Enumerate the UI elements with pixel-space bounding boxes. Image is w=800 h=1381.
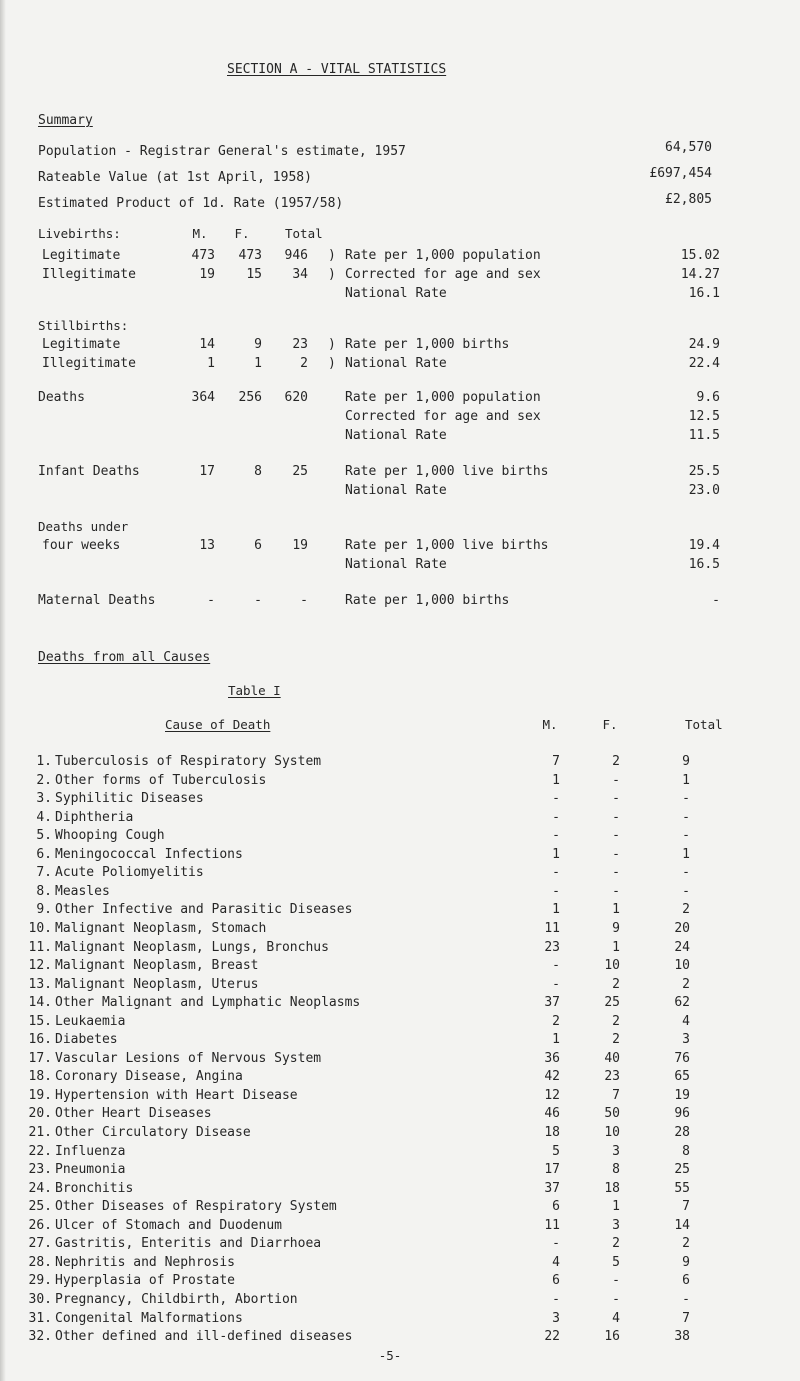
total-count: - <box>682 809 690 825</box>
table-row <box>0 1218 800 1236</box>
brace: ) <box>328 337 336 352</box>
summary-title: Summary <box>38 113 93 128</box>
total-count: 4 <box>682 1013 690 1029</box>
female-count: 16 <box>604 1329 620 1345</box>
cause-name: Other Heart Diseases <box>55 1106 212 1122</box>
rate-label: National Rate <box>345 428 447 443</box>
male-count: 12 <box>544 1087 560 1103</box>
col-f-header: F. <box>602 717 618 732</box>
cause-number: 24. <box>28 1180 52 1196</box>
female-count: 8 <box>254 464 262 479</box>
cause-name: Other Malignant and Lymphatic Neoplasms <box>55 995 361 1011</box>
male-count: 1 <box>552 772 560 788</box>
female-count: 3 <box>612 1143 620 1159</box>
male-count: 7 <box>552 754 560 769</box>
cause-name: Other Circulatory Disease <box>55 1125 251 1140</box>
rate-value: 11.5 <box>688 428 720 443</box>
cause-number: 23. <box>28 1162 52 1178</box>
cause-number: 8. <box>36 883 52 899</box>
cause-number: 9. <box>36 902 52 918</box>
cause-name: Pneumonia <box>55 1162 126 1178</box>
rate-label: Corrected for age and sex <box>345 409 541 424</box>
cause-number: 5. <box>36 828 52 844</box>
male-count: 2 <box>552 1013 560 1029</box>
total-count: - <box>682 791 690 807</box>
cause-name: Coronary Disease, Angina <box>55 1069 243 1085</box>
rate-label: Rate per 1,000 births <box>345 337 510 352</box>
row-label: Deaths <box>38 390 85 405</box>
female-count: 25 <box>604 995 620 1011</box>
cause-number: 30. <box>28 1291 52 1307</box>
rate-label: Rate per 1,000 births <box>345 593 510 608</box>
table-row <box>0 810 800 828</box>
row-label: Maternal Deaths <box>38 593 156 608</box>
cause-name: Malignant Neoplasm, Breast <box>55 958 259 974</box>
female-count: 50 <box>604 1106 620 1122</box>
table-row <box>0 977 800 995</box>
deaths-under-rate-row <box>0 557 800 575</box>
table-row <box>0 1199 800 1217</box>
row-label: Legitimate <box>42 337 121 352</box>
total-count: 2 <box>300 356 308 371</box>
cause-name: Other defined and ill-defined diseases <box>55 1329 353 1345</box>
cause-number: 7. <box>36 865 52 881</box>
female-count: 18 <box>604 1180 620 1196</box>
rate-value: 23.0 <box>688 483 720 498</box>
cause-number: 25. <box>28 1199 52 1215</box>
rate-value: 16.1 <box>688 286 720 301</box>
cause-name: Nephritis and Nephrosis <box>55 1254 236 1270</box>
cause-number: 32. <box>28 1329 52 1345</box>
total-count: 24 <box>674 939 690 955</box>
table-row <box>0 940 800 958</box>
male-count: 17 <box>199 464 215 479</box>
female-count: 256 <box>238 390 262 405</box>
table-row <box>0 1125 800 1143</box>
female-count: 1 <box>612 939 620 955</box>
table-row <box>0 958 800 976</box>
cause-number: 3. <box>36 791 52 807</box>
table-row <box>0 884 800 902</box>
table-row <box>0 1014 800 1032</box>
female-count: - <box>612 846 620 862</box>
male-count: 18 <box>544 1125 560 1140</box>
table-row <box>0 1236 800 1254</box>
male-count: 364 <box>191 390 215 405</box>
page-number: -5- <box>378 1348 402 1363</box>
rate-value: 15.02 <box>680 248 720 263</box>
total-count: 946 <box>284 248 308 263</box>
table-row <box>0 1181 800 1199</box>
row-label: Legitimate <box>42 248 121 263</box>
deaths-under-four-weeks-row <box>0 538 800 556</box>
total-count: - <box>682 828 690 844</box>
rate-label: Rate per 1,000 live births <box>345 538 549 553</box>
female-count: 9 <box>254 337 262 352</box>
male-count: 37 <box>544 995 560 1011</box>
table-row <box>0 1144 800 1162</box>
female-count: 2 <box>612 1032 620 1048</box>
cause-number: 31. <box>28 1310 52 1326</box>
female-count: - <box>612 883 620 899</box>
female-count: - <box>612 865 620 881</box>
total-count: 38 <box>674 1329 690 1345</box>
cause-name: Bronchitis <box>55 1180 134 1196</box>
total-count: 3 <box>682 1032 690 1048</box>
male-count: 1 <box>552 846 560 862</box>
col-m-header: M. <box>542 717 558 732</box>
rate-value: - <box>712 593 720 608</box>
female-count: 5 <box>612 1254 620 1270</box>
cause-number: 11. <box>28 939 52 955</box>
female-count: 10 <box>604 958 620 974</box>
male-count: 36 <box>544 1050 560 1066</box>
rate-label: Corrected for age and sex <box>345 267 541 282</box>
total-count: 19 <box>674 1087 690 1103</box>
rate-label: National Rate <box>345 356 447 371</box>
female-count: - <box>612 791 620 807</box>
female-count: 473 <box>238 248 262 263</box>
female-count: 40 <box>604 1050 620 1066</box>
row-label: Illegitimate <box>42 356 136 371</box>
cause-name: Other Infective and Parasitic Diseases <box>55 902 353 918</box>
table-row <box>0 921 800 939</box>
livebirth-row <box>0 267 800 285</box>
cause-name: Malignant Neoplasm, Lungs, Bronchus <box>55 939 329 955</box>
product-value: £2,805 <box>665 192 712 207</box>
infant-deaths-row <box>0 464 800 482</box>
row-label: four weeks <box>42 538 121 553</box>
population-label: Population - Registrar General's estimate, 1957 <box>38 144 406 159</box>
cause-name: Other forms of Tuberculosis <box>55 772 267 788</box>
table-row <box>0 1162 800 1180</box>
livebirths-label: Livebirths: <box>38 226 121 241</box>
rateable-value: £697,454 <box>649 166 712 181</box>
female-count: 4 <box>612 1310 620 1326</box>
col-total-header: Total <box>285 226 323 241</box>
rate-value: 19.4 <box>688 538 720 553</box>
table-row <box>0 902 800 920</box>
female-count: 2 <box>612 754 620 769</box>
cause-number: 16. <box>28 1032 52 1048</box>
male-count: 17 <box>544 1162 560 1178</box>
male-count: 13 <box>199 538 215 553</box>
col-total-header: Total <box>685 717 723 732</box>
table-row <box>0 1088 800 1106</box>
female-count: - <box>612 828 620 844</box>
total-count: 1 <box>682 772 690 788</box>
deaths-row <box>0 390 800 408</box>
cause-name: Congenital Malformations <box>55 1310 243 1326</box>
cause-name: Meningococcal Infections <box>55 846 243 862</box>
cause-number: 17. <box>28 1050 52 1066</box>
cause-number: 4. <box>36 809 52 825</box>
causes-title: Deaths from all Causes <box>38 650 211 665</box>
table-title: Table I <box>228 683 281 698</box>
female-count: 3 <box>612 1217 620 1233</box>
female-count: 1 <box>254 356 262 371</box>
male-count: - <box>552 809 560 825</box>
female-count: 23 <box>604 1069 620 1085</box>
female-count: 2 <box>612 976 620 992</box>
total-count: 25 <box>292 464 308 479</box>
cause-number: 1. <box>36 754 52 769</box>
total-count: 14 <box>674 1217 690 1233</box>
stillbirth-row <box>0 337 800 355</box>
male-count: - <box>552 883 560 899</box>
cause-name: Hypertension with Heart Disease <box>55 1087 298 1103</box>
cause-name: Diphtheria <box>55 809 134 825</box>
row-label: Infant Deaths <box>38 464 140 479</box>
table-row <box>0 828 800 846</box>
cause-name: Hyperplasia of Prostate <box>55 1273 236 1289</box>
rate-label: National Rate <box>345 483 447 498</box>
cause-name: Diabetes <box>55 1032 118 1048</box>
total-count: 62 <box>674 995 690 1011</box>
cause-name: Influenza <box>55 1143 126 1159</box>
total-count: 620 <box>284 390 308 405</box>
male-count: 11 <box>544 1217 560 1233</box>
table-row <box>0 847 800 865</box>
brace: ) <box>328 248 336 263</box>
cause-number: 26. <box>28 1217 52 1233</box>
male-count: 22 <box>544 1329 560 1345</box>
deaths-under-label-line1: Deaths under <box>38 519 129 534</box>
male-count: - <box>552 958 560 974</box>
table-row <box>0 1273 800 1291</box>
cause-name: Measles <box>55 883 110 899</box>
cause-name: Malignant Neoplasm, Uterus <box>55 976 259 992</box>
female-count: 8 <box>612 1162 620 1178</box>
cause-name: Gastritis, Enteritis and Diarrhoea <box>55 1236 322 1252</box>
table-row <box>0 791 800 809</box>
infant-rate-row <box>0 483 800 501</box>
stillbirth-row <box>0 356 800 374</box>
table-row <box>0 1255 800 1273</box>
cause-number: 20. <box>28 1106 52 1122</box>
cause-name: Other Diseases of Respiratory System <box>55 1199 337 1215</box>
row-label: Illegitimate <box>42 267 136 282</box>
table-row <box>0 773 800 791</box>
col-cause-header: Cause of Death <box>165 717 271 732</box>
total-count: - <box>682 883 690 899</box>
total-count: 76 <box>674 1050 690 1066</box>
maternal-deaths-row <box>0 593 800 611</box>
deaths-rate-row <box>0 428 800 446</box>
table-row <box>0 1051 800 1069</box>
brace: ) <box>328 356 336 371</box>
female-count: - <box>612 1291 620 1307</box>
total-count: 7 <box>682 1310 690 1326</box>
table-row <box>0 1329 800 1347</box>
male-count: - <box>552 976 560 992</box>
total-count: 7 <box>682 1199 690 1215</box>
male-count: 1 <box>552 902 560 918</box>
total-count: 25 <box>674 1162 690 1178</box>
female-count: 10 <box>604 1125 620 1140</box>
cause-number: 27. <box>28 1236 52 1252</box>
total-count: - <box>300 593 308 608</box>
rateable-label: Rateable Value (at 1st April, 1958) <box>38 170 312 185</box>
male-count: - <box>552 791 560 807</box>
table-row <box>0 865 800 883</box>
female-count: 6 <box>254 538 262 553</box>
cause-name: Leukaemia <box>55 1013 126 1029</box>
cause-number: 10. <box>28 920 52 936</box>
cause-name: Syphilitic Diseases <box>55 791 204 807</box>
col-m-header: M. <box>192 226 208 241</box>
male-count: 14 <box>199 337 215 352</box>
male-count: 46 <box>544 1106 560 1122</box>
total-count: 2 <box>682 976 690 992</box>
cause-number: 2. <box>36 772 52 788</box>
total-count: 34 <box>292 267 308 282</box>
female-count: - <box>612 772 620 788</box>
female-count: - <box>612 1273 620 1289</box>
rate-label: National Rate <box>345 557 447 572</box>
male-count: - <box>207 593 215 608</box>
total-count: 65 <box>674 1069 690 1085</box>
livebirth-row <box>0 248 800 266</box>
table-row <box>0 754 800 772</box>
total-count: 20 <box>674 920 690 936</box>
rate-label: National Rate <box>345 286 447 301</box>
male-count: 1 <box>207 356 215 371</box>
total-count: 23 <box>292 337 308 352</box>
rate-value: 9.6 <box>696 390 720 405</box>
male-count: 42 <box>544 1069 560 1085</box>
table-row <box>0 1069 800 1087</box>
female-count: 2 <box>612 1236 620 1252</box>
cause-number: 15. <box>28 1013 52 1029</box>
brace: ) <box>328 267 336 282</box>
rate-label: Rate per 1,000 live births <box>345 464 549 479</box>
table-row <box>0 1311 800 1329</box>
cause-name: Tuberculosis of Respiratory System <box>55 754 322 769</box>
rate-label: Rate per 1,000 population <box>345 390 541 405</box>
total-count: 9 <box>682 754 690 769</box>
rate-value: 24.9 <box>688 337 720 352</box>
male-count: 4 <box>552 1254 560 1270</box>
total-count: 96 <box>674 1106 690 1122</box>
male-count: - <box>552 1291 560 1307</box>
female-count: 7 <box>612 1087 620 1103</box>
section-heading: SECTION A - VITAL STATISTICS <box>227 62 447 77</box>
cause-name: Malignant Neoplasm, Stomach <box>55 920 267 936</box>
cause-number: 6. <box>36 846 52 862</box>
male-count: 37 <box>544 1180 560 1196</box>
female-count: - <box>612 809 620 825</box>
cause-name: Ulcer of Stomach and Duodenum <box>55 1217 282 1233</box>
cause-name: Vascular Lesions of Nervous System <box>55 1050 322 1066</box>
cause-name: Pregnancy, Childbirth, Abortion <box>55 1291 298 1307</box>
cause-number: 13. <box>28 976 52 992</box>
col-f-header: F. <box>234 226 250 241</box>
total-count: 28 <box>674 1125 690 1140</box>
cause-number: 22. <box>28 1143 52 1159</box>
cause-name: Whooping Cough <box>55 828 165 844</box>
rate-value: 25.5 <box>688 464 720 479</box>
total-count: 10 <box>674 958 690 974</box>
rate-value: 12.5 <box>688 409 720 424</box>
male-count: 3 <box>552 1310 560 1326</box>
male-count: - <box>552 865 560 881</box>
total-count: - <box>682 1291 690 1307</box>
table-row <box>0 995 800 1013</box>
cause-number: 28. <box>28 1254 52 1270</box>
male-count: - <box>552 1236 560 1252</box>
total-count: 2 <box>682 902 690 918</box>
female-count: 15 <box>246 267 262 282</box>
total-count: 8 <box>682 1143 690 1159</box>
rate-value: 16.5 <box>688 557 720 572</box>
cause-number: 12. <box>28 958 52 974</box>
population-value: 64,570 <box>665 140 712 155</box>
male-count: 6 <box>552 1199 560 1215</box>
cause-number: 29. <box>28 1273 52 1289</box>
cause-number: 14. <box>28 995 52 1011</box>
male-count: - <box>552 828 560 844</box>
rate-value: 14.27 <box>680 267 720 282</box>
male-count: 19 <box>199 267 215 282</box>
total-count: - <box>682 865 690 881</box>
total-count: 1 <box>682 846 690 862</box>
male-count: 1 <box>552 1032 560 1048</box>
product-label: Estimated Product of 1d. Rate (1957/58) <box>38 196 344 211</box>
deaths-rate-row <box>0 409 800 427</box>
female-count: 2 <box>612 1013 620 1029</box>
cause-number: 21. <box>28 1125 52 1140</box>
cause-number: 19. <box>28 1087 52 1103</box>
total-count: 55 <box>674 1180 690 1196</box>
male-count: 473 <box>191 248 215 263</box>
total-count: 9 <box>682 1254 690 1270</box>
male-count: 23 <box>544 939 560 955</box>
female-count: 1 <box>612 902 620 918</box>
stillbirths-label: Stillbirths: <box>38 318 129 333</box>
male-count: 5 <box>552 1143 560 1159</box>
cause-number: 18. <box>28 1069 52 1085</box>
male-count: 11 <box>544 920 560 936</box>
cause-name: Acute Poliomyelitis <box>55 865 204 881</box>
national-rate-row <box>0 286 800 304</box>
female-count: 9 <box>612 920 620 936</box>
rate-value: 22.4 <box>688 356 720 371</box>
total-count: 2 <box>682 1236 690 1252</box>
table-row <box>0 1106 800 1124</box>
rate-label: Rate per 1,000 population <box>345 248 541 263</box>
total-count: 6 <box>682 1273 690 1289</box>
female-count: - <box>254 593 262 608</box>
male-count: 6 <box>552 1273 560 1289</box>
female-count: 1 <box>612 1199 620 1215</box>
table-row <box>0 1032 800 1050</box>
total-count: 19 <box>292 538 308 553</box>
table-row <box>0 1292 800 1310</box>
